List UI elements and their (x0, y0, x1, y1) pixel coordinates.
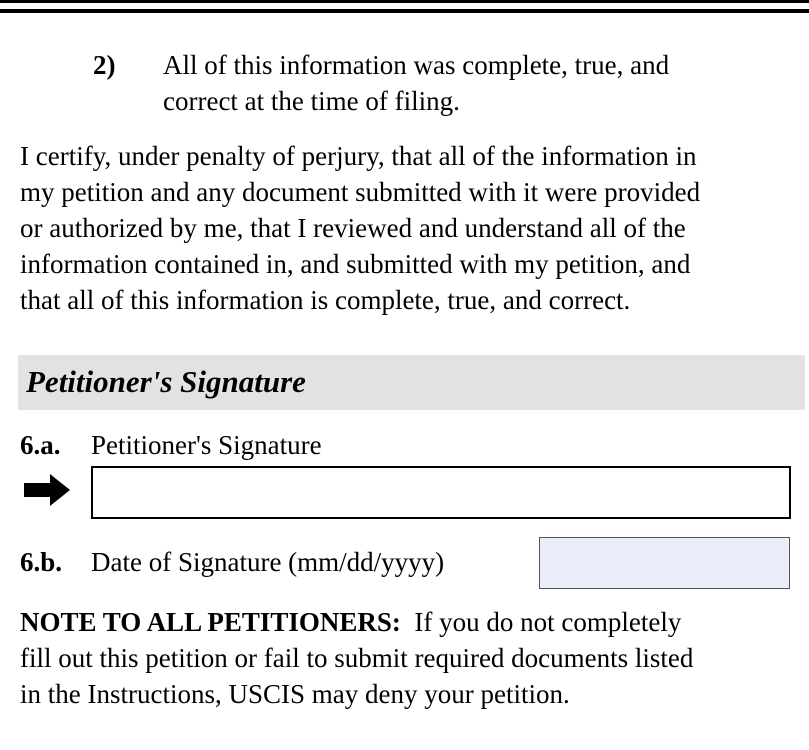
field-6a-label: Petitioner's Signature (91, 430, 322, 460)
note-line: in the Instructions, USCIS may deny your petition. (20, 679, 570, 709)
certification-line: I certify, under penalty of perjury, that all of the information in (20, 141, 697, 171)
field-6a-number: 6.a. (20, 430, 61, 460)
item-text-line: correct at the time of filing. (163, 86, 460, 116)
certification-line: that all of this information is complete, true, and correct. (20, 285, 631, 315)
note-line: fill out this petition or fail to submit required documents listed (20, 643, 694, 673)
certification-paragraph (20, 138, 805, 318)
item-number: 2) (93, 50, 116, 80)
note-line (20, 604, 805, 640)
certification-line: my petition and any document submitted with it were provided (20, 177, 701, 207)
date-of-signature-field[interactable] (539, 537, 790, 589)
signature-field[interactable] (91, 466, 791, 519)
section-header (18, 355, 805, 410)
item-text (163, 47, 783, 119)
certification-line: information contained in, and submitted with my petition, and (20, 249, 691, 279)
certification-line: or authorized by me, that I reviewed and understand all of the (20, 213, 686, 243)
section-title: Petitioner's Signature (26, 364, 306, 399)
note-heading: NOTE TO ALL PETITIONERS: (20, 607, 401, 637)
item-text-line: All of this information was complete, true, and (163, 50, 670, 80)
top-divider-thin (0, 0, 809, 3)
top-divider-thick (0, 9, 809, 13)
field-6b-label: Date of Signature (mm/dd/yyyy) (91, 547, 445, 577)
right-arrow-icon (22, 472, 72, 508)
note-paragraph (20, 604, 805, 712)
note-text: If you do not completely (414, 607, 682, 637)
field-6b-number: 6.b. (20, 547, 63, 577)
